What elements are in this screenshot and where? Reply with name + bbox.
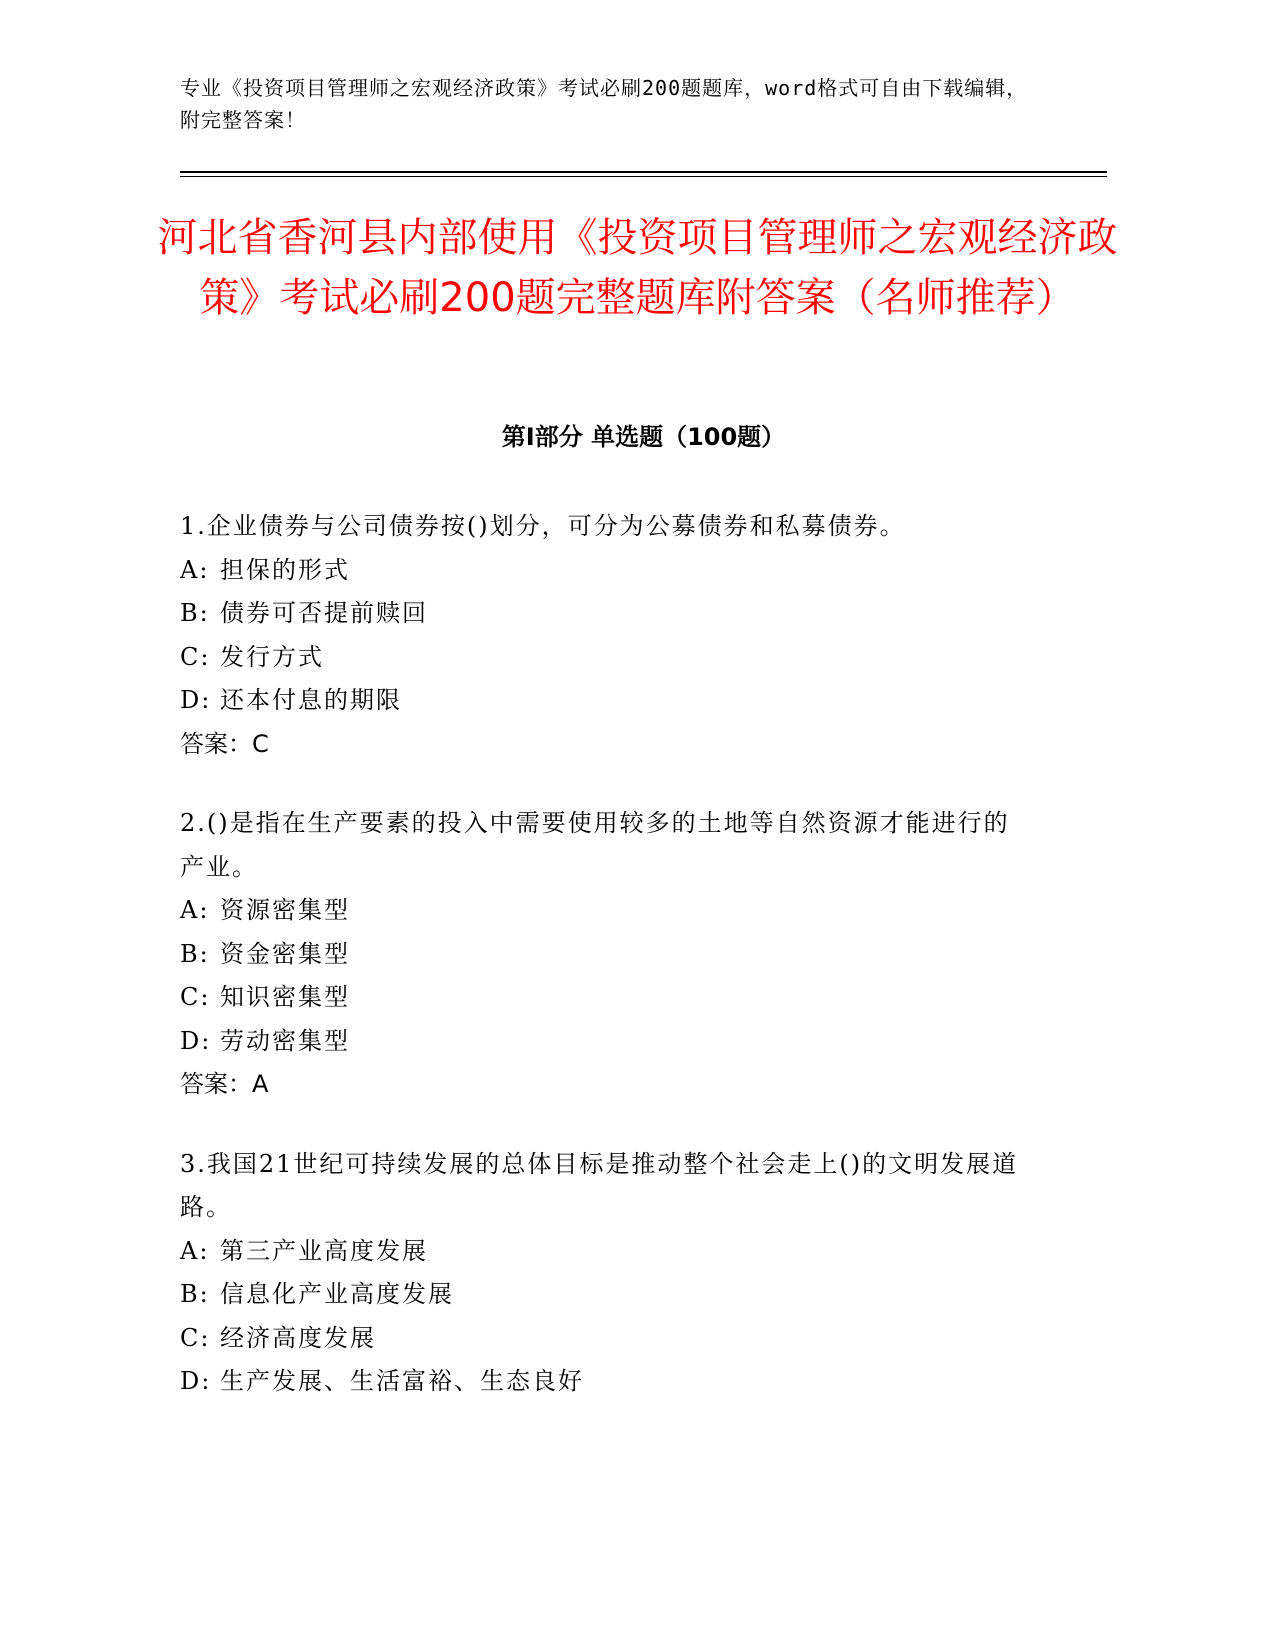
- option-c: [180, 636, 1030, 680]
- option-text: 生产发展、生活富裕、生态良好: [220, 1367, 584, 1395]
- question-stem: 1.企业债券与公司债券按()划分，可分为公募债券和私募债券。: [180, 512, 906, 540]
- option-b: [180, 1273, 1030, 1317]
- option-b: [180, 592, 1030, 636]
- question-1: [180, 505, 1030, 766]
- option-text: 发行方式: [220, 642, 324, 671]
- header-note: 专业《投资项目管理师之宏观经济政策》考试必刷200题题库，word格式可自由下载编辑，附完整答案！: [180, 76, 1028, 132]
- option-text: 信息化产业高度发展: [220, 1280, 454, 1308]
- question-list: [180, 505, 1030, 1440]
- answer-line: 答案：C: [180, 729, 269, 758]
- question-stem: 2.()是指在生产要素的投入中需要使用较多的土地等自然资源才能进行的产业。: [180, 809, 1010, 881]
- option-key: B:: [180, 599, 210, 627]
- option-text: 知识密集型: [220, 983, 350, 1011]
- option-text: 还本付息的期限: [220, 686, 402, 714]
- option-key: D:: [180, 686, 212, 714]
- option-key: A:: [180, 896, 210, 924]
- section-title: 第Ⅰ部分 单选题（100题）: [501, 423, 786, 451]
- option-a: [180, 1230, 1030, 1274]
- option-key: A:: [180, 555, 210, 584]
- option-a: [180, 889, 1030, 933]
- header-divider-thin: [180, 176, 1107, 177]
- option-d: [180, 1020, 1030, 1064]
- question-3: [180, 1143, 1030, 1404]
- option-text: 经济高度发展: [220, 1323, 376, 1352]
- question-stem: 3.我国21世纪可持续发展的总体目标是推动整个社会走上()的文明发展道路。: [180, 1149, 1019, 1221]
- document-title: 河北省香河县内部使用《投资项目管理师之宏观经济政策》考试必刷200题完整题库附答案（名师推荐）: [157, 215, 1118, 321]
- option-text: 第三产业高度发展: [220, 1236, 428, 1265]
- option-key: C:: [180, 983, 211, 1011]
- option-key: C:: [180, 1323, 211, 1352]
- option-key: C:: [180, 642, 211, 671]
- option-key: A:: [180, 1236, 210, 1265]
- option-c: [180, 976, 1030, 1020]
- option-text: 资源密集型: [220, 896, 350, 924]
- question-2: [180, 802, 1030, 1107]
- answer-line: 答案：A: [180, 1070, 269, 1098]
- option-text: 劳动密集型: [220, 1026, 350, 1055]
- option-text: 担保的形式: [220, 555, 350, 584]
- option-d: [180, 1360, 1030, 1404]
- option-text: 债券可否提前赎回: [220, 599, 428, 627]
- option-key: D:: [180, 1026, 212, 1055]
- option-key: B:: [180, 939, 210, 968]
- option-key: D:: [180, 1367, 212, 1395]
- header-divider-thick: [180, 171, 1107, 173]
- option-a: [180, 549, 1030, 593]
- option-c: [180, 1317, 1030, 1361]
- option-d: [180, 679, 1030, 723]
- option-text: 资金密集型: [220, 939, 350, 968]
- option-b: [180, 933, 1030, 977]
- option-key: B:: [180, 1280, 210, 1308]
